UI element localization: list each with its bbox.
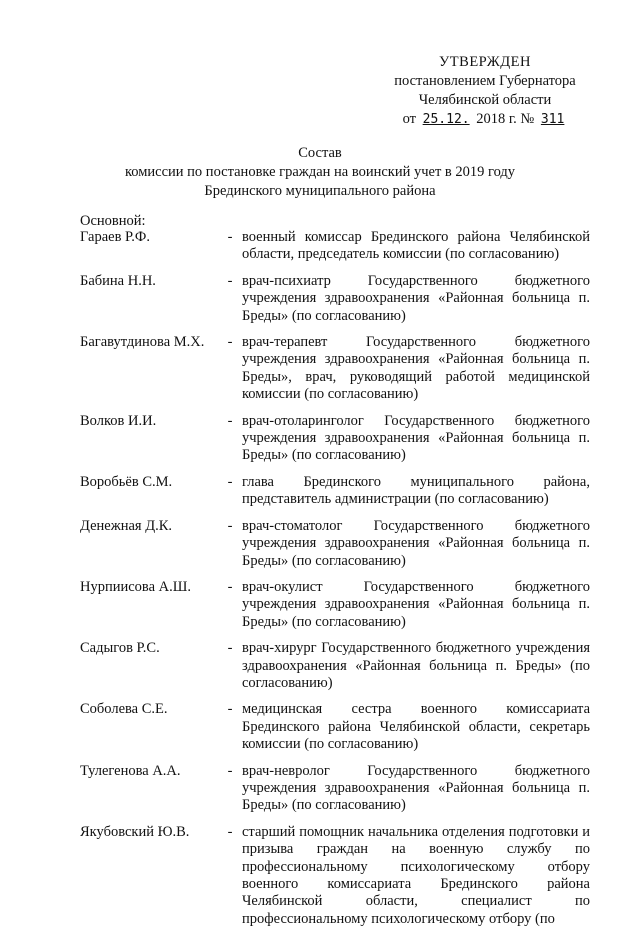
member-role: военный комиссар Брединского района Челябинской области, председатель комиссии (по согласованию) [242,229,590,263]
handwritten-date: 25.12. [422,112,470,127]
member-row [80,518,590,570]
year-text: 2018 г. № [476,111,535,127]
member-role: медицинская сестра военного комиссариата Брединского района Челябинской области, секретарь комиссии (по согласованию) [242,701,590,753]
member-role: старший помощник начальника отделения подготовки и призыва граждан на военную службу по профессиональному психологическому отбору военного комиссариата Брединского района Челябинской области, специалист по профессиональному психологическому отбору (по [242,823,590,927]
member-dash: - [227,578,233,595]
member-role: врач-окулист Государственного бюджетного учреждения здравоохранения «Районная больница п. Бреды» (по согласованию) [242,578,590,630]
member-role: врач-терапевт Государственного бюджетного учреждения здравоохранения «Районная больница п. Бреды», врач, руководящий работой медицинской комиссии (по согласованию) [242,334,590,403]
section-label: Основной: [80,213,146,229]
member-name: Воробьёв С.М. [80,473,173,490]
member-row [80,824,590,928]
approval-heading: УТВЕРЖДЕН [439,54,531,70]
member-name: Садыгов Р.С. [80,640,160,657]
member-role: врач-стоматолог Государственного бюджетного учреждения здравоохранения «Районная больница п. Бреды» (по согласованию) [242,517,590,569]
member-role: врач-хирург Государственного бюджетного учреждения здравоохранения «Районная больница п. Бреды» (по согласованию) [242,640,590,691]
member-row [80,334,590,404]
title-line-1: Состав [298,145,342,161]
member-name: Соболева С.Е. [80,701,168,718]
member-role: врач-психиатр Государственного бюджетного учреждения здравоохранения «Районная больница п. Бреды» (по согласованию) [242,272,590,324]
member-row [80,701,590,753]
approval-date-line [385,110,585,129]
title-line-2: комиссии по постановке граждан на воинский учет в 2019 году [124,164,516,180]
title-line-3: Брединского муниципального района [204,183,436,199]
member-name: Нурпиисова А.Ш. [80,578,192,595]
approval-block [385,53,585,129]
document-title [60,144,580,201]
member-row [80,474,590,509]
member-role: врач-невролог Государственного бюджетного учреждения здравоохранения «Районная больница п. Бреды» (по согласованию) [242,762,590,814]
member-dash: - [227,272,233,289]
member-dash: - [227,823,233,840]
member-dash: - [227,517,233,534]
member-dash: - [227,762,233,779]
member-row [80,413,590,465]
member-name: Волков И.И. [80,412,157,429]
member-name: Бабина Н.Н. [80,272,156,289]
date-prefix: от [402,111,417,127]
member-name: Якубовский Ю.В. [80,823,190,840]
member-name: Багавутдинова М.Х. [80,334,205,351]
member-row [80,640,590,692]
member-row [80,273,590,325]
member-dash: - [227,640,233,657]
approval-line-1: постановлением Губернатора [394,73,576,89]
member-dash: - [227,473,233,490]
member-dash: - [227,229,233,245]
member-role: врач-отоларинголог Государственного бюджетного учреждения здравоохранения «Районная больница п. Бреды» (по согласованию) [242,412,590,464]
member-row [80,229,590,264]
members-list [80,229,590,928]
handwritten-number: 311 [540,112,565,127]
member-dash: - [227,412,233,429]
member-name: Денежная Д.К. [80,517,173,534]
member-name: Гараев Р.Ф. [80,229,151,245]
member-row [80,579,590,631]
approval-line-2: Челябинской области [418,92,552,108]
member-row [80,763,590,815]
member-dash: - [227,334,233,351]
member-dash: - [227,701,233,718]
member-name: Тулегенова А.А. [80,762,181,779]
member-role: глава Брединского муниципального района, представитель администрации (по согласованию) [242,473,590,508]
